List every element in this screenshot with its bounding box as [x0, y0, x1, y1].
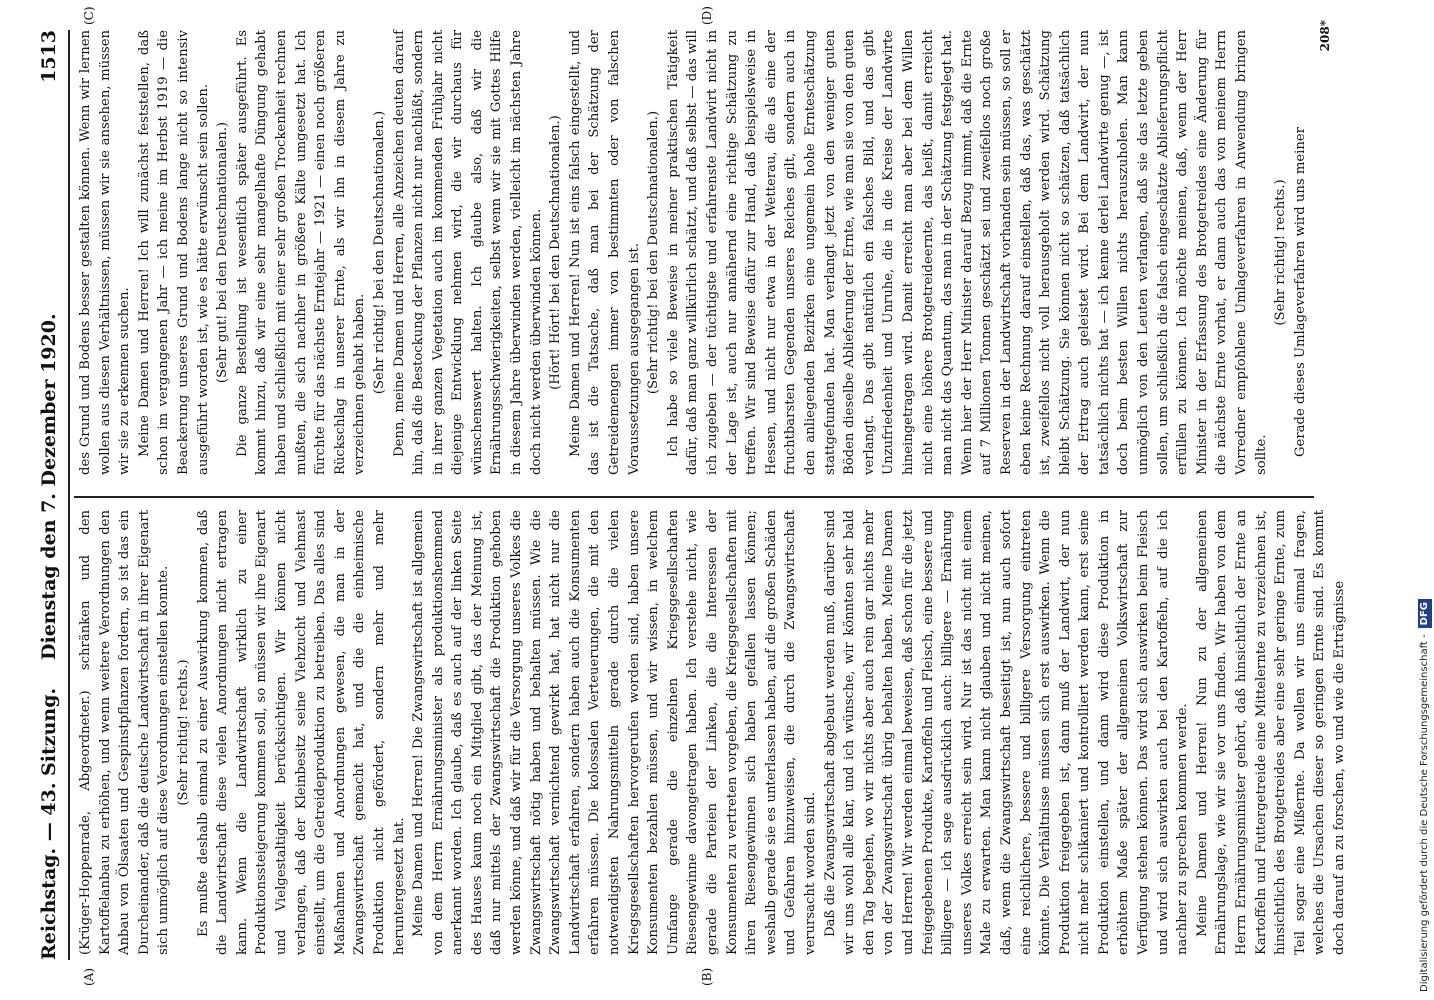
- dfg-logo: DFG: [1418, 599, 1432, 628]
- paragraph: Die ganze Bestellung ist wesentlich später ausgeführt. Es kommt hinzu, daß wir eine sehr mangelhafte Düngung gehabt haben und schließlich mit einer sehr großen Trockenheit rechnen mußten, die sich nachher in größere Kälte umgesetzt hat. Ich fürchte für das nächste Erntejahr — 1921 — einen noch größeren Rückschlag in unserer Ernte, als wir ihn in diesem Jahre zu verzeichnen gehabt haben.: [234, 30, 368, 475]
- paragraph: Es mußte deshalb einmal zu einer Auswirkung kommen, daß die Landwirtschaft diese vielen Anordnungen nicht ertragen kann. Wenn die Landwirtschaft wirklich zu einer Produktionssteigerung kommen soll, so müssen wir ihre Eigenart und Vielgestaltigkeit berücksichtigen. Wir können nicht verlangen, daß der Kleinbesitz seine Viehzucht und Viehmast einstellt, um die Getreideproduktion zu betreiben. Das alles sind Maßnahmen und Anordnungen gewesen, die man in der Zwangswirtschaft gemacht hat, und die die einheimische Produktion nicht gefördert, sondern mehr und mehr heruntergesetzt hat.: [195, 510, 407, 955]
- paragraph: Meine Damen und Herren! Nun zu der allgemeinen Ernährungslage, wie wir sie vor uns finden. Wir haben von dem Herrn Ernährungsminister gehört, daß hinsichtlich der Ernte an Kartoffeln und Futtergetreide eine Mittelernte zu verzeichnen ist, hinsichtlich des Brotgetreides aber eine sehr geringe Ernte, zum Teil sogar eine Mißernte. Da wollen wir uns einmal fragen, welches die Ursachen dieser so geringen Ernte sind. Es kommt doch darauf an zu forschen, wo und wie die Erträgnisse: [1194, 510, 1347, 955]
- paragraph: (Krüger-Hoppenrade, Abgeordneter.) schränken und den Kartoffelanbau zu erhöhen, und wenn weitere Verordnungen den Anbau von Ölsaaten und Gespinstpflanzen fordern, so ist das ein Durcheinander, daß die deutsche Landwirtschaft in ihrer Eigenart sich unmöglich auf diese Verordnungen einstellen konnte.: [78, 510, 172, 955]
- dfg-sidebar: [1418, 8, 1432, 992]
- paragraph: Daß die Zwangswirtschaft abgebaut werden muß, darüber sind wir uns wohl alle klar, und ich wünsche, wir könnten sehr bald den Tag begehen, wo wir nichts aber auch rein gar nichts mehr von der Zwangswirtschaft übrig behalten haben. Meine Damen und Herren! Wir werden einmal beweisen, daß schon für die jetzt freigegebenen Produkte, Kartoffeln und Fleisch, eine bessere und billigere — ich sage ausdrücklich auch: billigere — Ernährung unseres Volkes erreicht sein wird. Nur ist das nicht mit einem Male zu erwarten. Man kann nicht glauben und nicht meinen, daß, wenn die Zwangswirtschaft beseitigt ist, nun auch sofort eine reichlichere, bessere und billigere Versorgung eintreten könnte. Die Verhältnisse müssen sich erst auswirken. Wenn die Produktion freigegeben ist, dann muß der Landwirt, der nun nicht mehr schikaniert und kontrolliert werden kann, erst seine Produktion einstellen, und dann wird diese Produktion in erhöhtem Maße später der allgemeinen Volkswirtschaft zur Verfügung stehen können. Das wird sich auswirken beim Fleisch und wird sich auswirken auch bei den Kartoffeln, auf die ich nachher zu sprechen kommen werde.: [822, 510, 1191, 955]
- paragraph: Denn, meine Damen und Herren, alle Anzeichen deuten darauf hin, daß die Bestockung der Pflanzen nicht nur nachläßt, sondern in ihrer ganzen Vegetation auch im kommenden Frühjahr nicht diejenige Entwicklung nehmen wird, die wir durchaus für wünschenswert halten. Ich glaube also, daß wir die Ernährungsschwierigkeiten, selbst wenn wir sie mit Gottes Hilfe in diesem Jahre überwinden werden, vielleicht im nächsten Jahre doch nicht werden überwinden können.: [391, 30, 544, 475]
- signature-number: 208*: [1318, 20, 1332, 52]
- right-column: [76, 30, 1316, 475]
- paragraph: Meine Damen und Herren! Nun ist eins falsch eingestellt, und das ist die Tatsache, daß man bei der Schätzung der Getreidemengen immer von bestimmten oder von falschen Voraussetzungen ausgegangen ist.: [567, 30, 642, 475]
- interjection: (Sehr richtig! bei den Deutschnationalen.): [371, 110, 387, 395]
- margin-mark-b: (B): [700, 967, 714, 986]
- paragraph: Meine Damen und Herren! Die Zwangswirtschaft ist allgemein von dem Herrn Ernährungsminister als produktionshemmend anerkannt worden. Ich glaube, daß es auch auf der linken Seite des Hauses kaum noch ein Mitglied gibt, das der Meinung ist, daß nur mittels der Zwangswirtschaft die Produktion gehoben werden könne, und daß wir für die Versorgung unseres Volkes die Zwangswirtschaft nötig haben und behalten müssen. Wie die Zwangswirtschaft vernichtend gewirkt hat, hat nicht nur die Landwirtschaft erfahren, sondern haben auch die Konsumenten erfahren müssen. Die kolossalen Verteuerungen, die mit den notwendigsten Nahrungsmitteln gerade durch die vielen Kriegsgesellschaften hervorgerufen worden sind, haben unsere Konsumenten bezahlen müssen, und wir wissen, in welchem Umfange gerade die einzelnen Kriegsgesellschaften Riesengewinne davongetragen haben. Ich verstehe nicht, wie gerade die Parteien der Linken, die die Interessen der Konsumenten zu vertreten vorgeben, die Kriegsgesellschaften mit ihren Riesengewinnen sich haben gefallen lassen können; weshalb gerade sie es unterlassen haben, auf die großen Schäden und Gefahren hinzuweisen, die durch die Zwangswirtschaft verursacht worden sind.: [411, 510, 818, 955]
- interjection: (Sehr richtig! bei den Deutschnationalen.): [646, 110, 662, 395]
- header-date: Dienstag den 7. Dezember 1920.: [38, 313, 60, 660]
- column-divider: [74, 496, 1314, 498]
- margin-mark-a: (A): [82, 967, 96, 986]
- header-session: Reichstag. — 43. Sitzung.: [38, 687, 60, 960]
- interjection: (Hört! Hört! bei den Deutschnationalen.): [548, 115, 564, 390]
- paragraph: Ich habe so viele Beweise in meiner praktischen Tätigkeit dafür, daß man ganz willkürlich schätzt, und daß selbst — das will ich zugeben — der tüchtigste und erfahrenste Landwirt nicht in der Lage ist, auch nur annähernd eine richtige Schätzung zu treffen. Wir sind Beweise dafür zur Hand, daß beispielsweise in Hessen, und nicht nur etwa in der Wetterau, die als eine der fruchtbarsten Gegenden unseres Reiches gilt, sondern auch in den anliegenden Bezirken eine ungemein hohe Ernteschätzung stattgefunden hat. Man verlangt jetzt von den weniger guten Böden dieselbe Ablieferung der Ernte, wie man sie von den guten verlangt. Das gibt natürlich ein falsches Bild, und das gibt Unzufriedenheit und Unruhe, die in die Kreise der Landwirte hineingetragen wird. Damit erreicht man aber bei dem Willen nicht eine höhere Brotgetreideernte, das heißt, damit erreicht man nicht das Quantum, das man in der Schätzung festgelegt hat. Wenn hier der Herr Minister darauf Bezug nimmt, daß die Ernte auf 7 Millionen Tonnen geschätzt sei und zweifellos noch große Reserven in der Landwirtschaft vorhanden sein müssen, so soll er eben keine Rechnung darauf einstellen, daß das, was geschätzt ist, zweifellos nicht voll herausgeholt werden wird. Schätzung bleibt Schätzung. Sie können nicht so schätzen, daß tatsächlich der Ertrag auch geleistet wird. Bei dem Landwirt, der nun tatsächlich nichts hat — ich kenne derlei Landwirte genug —, ist doch beim besten Willen nichts herauszuholen. Man kann unmöglich von den Leuten verlangen, daß sie das letzte geben sollen, um schließlich die falsch eingeschätzte Ablieferungspflicht erfüllen zu können. Ich möchte meinen, daß, wenn der Herr Minister in der Erfassung des Brotgetreides eine Änderung für die nächste Ernte vorhat, er dann auch das von meinem Herrn Vorredner empfohlene Umlageverfahren in Anwendung bringen sollte.: [665, 30, 1269, 475]
- interjection: (Sehr richtig! rechts.): [175, 659, 191, 806]
- margin-mark-d: (D): [700, 6, 714, 25]
- margin-mark-c: (C): [82, 6, 96, 25]
- dfg-note: [1418, 8, 1432, 992]
- page-header: [38, 30, 64, 960]
- left-column: [76, 510, 1347, 955]
- interjection: (Sehr richtig! rechts.): [1273, 179, 1289, 326]
- header-rule: [68, 30, 70, 960]
- header-page-number: 1513: [38, 30, 60, 83]
- paragraph: Meine Damen und Herren! Ich will zunächst feststellen, daß schon im vergangenen Jahr — ich meine im Herbst 1919 — die Beackerung unseres Grund und Bodens lange nicht so intensiv ausgeführt worden ist, wie es hätte erwünscht sein sollen.: [136, 30, 211, 475]
- interjection: (Sehr gut! bei den Deutschnationalen.): [215, 121, 231, 384]
- paragraph: Gerade dieses Umlageverfahren wird uns meiner: [1292, 127, 1308, 457]
- paragraph: des Grund und Bodens besser gestalten können. Wenn wir lernen wollen aus diesen Verhältnissen, müssen wir sie ansehen, müssen wir sie zu erkennen suchen.: [78, 30, 133, 475]
- dfg-note-text: Digitalisierung gefördert durch die Deutsche Forschungsgemeinschaft -: [1419, 634, 1430, 992]
